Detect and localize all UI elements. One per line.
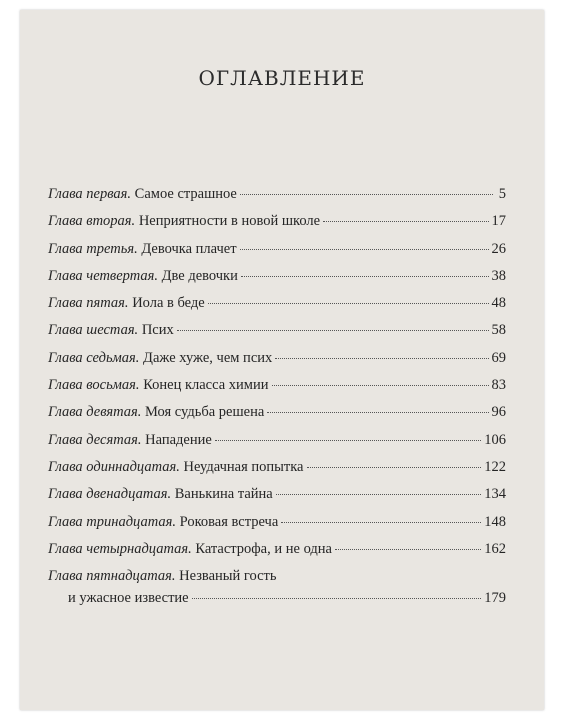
leader-dots: [276, 494, 482, 495]
chapter-title: Самое страшное: [134, 186, 237, 202]
chapter-label: Глава вторая.: [48, 213, 136, 230]
chapter-title: Ванькина тайна: [174, 486, 273, 503]
chapter-title: Иола в беде: [132, 295, 205, 312]
leader-dots: [307, 467, 482, 468]
chapter-label: Глава десятая.: [48, 431, 142, 448]
toc-entry: [48, 568, 506, 590]
toc-entry: [48, 322, 506, 349]
chapter-title: Незваный гость: [179, 568, 277, 585]
chapter-title: Девочка плачет: [141, 240, 237, 257]
chapter-label: Глава пятая.: [48, 295, 129, 312]
toc-entry: [48, 404, 506, 431]
leader-dots: [281, 522, 481, 523]
chapter-label: Глава восьмая.: [48, 377, 140, 394]
page-number: 5: [498, 186, 506, 202]
page-number: 69: [491, 349, 506, 366]
leader-dots: [272, 385, 489, 386]
toc-entry: [48, 350, 506, 377]
leader-dots: [240, 194, 493, 195]
chapter-label: Глава шестая.: [48, 322, 139, 339]
toc-entry: [48, 295, 506, 322]
leader-dots: [177, 330, 489, 331]
toc-entry: [48, 486, 506, 513]
leader-dots: [335, 549, 481, 550]
chapter-label: Глава пятнадцатая.: [48, 568, 176, 585]
book-page: [20, 10, 544, 710]
page-number: 134: [484, 486, 506, 503]
chapter-label: Глава первая.: [48, 186, 132, 202]
toc-entry: [48, 377, 506, 404]
chapter-title: Нападение: [145, 431, 212, 448]
chapter-title: Роковая встреча: [179, 513, 279, 530]
leader-dots: [275, 358, 488, 359]
leader-dots: [240, 249, 489, 250]
toc-entry: [48, 541, 506, 568]
page-number: 48: [491, 295, 506, 312]
toc-entry: [48, 241, 506, 268]
toc-entry: [48, 459, 506, 486]
chapter-label: Глава одиннадцатая.: [48, 458, 180, 475]
leader-dots: [323, 221, 488, 222]
chapter-label: Глава седьмая.: [48, 349, 140, 366]
leader-dots: [208, 303, 489, 304]
page-number: 38: [491, 267, 506, 284]
page-number: 148: [484, 513, 506, 530]
chapter-title-line2: и ужасное известие: [68, 590, 189, 607]
toc-entry: [48, 186, 506, 213]
chapter-label: Глава четырнадцатая.: [48, 540, 192, 557]
toc-entry: [48, 432, 506, 459]
chapter-label: Глава тринадцатая.: [48, 513, 176, 530]
chapter-title: Даже хуже, чем псих: [143, 349, 273, 366]
toc-entry-continuation: [48, 590, 506, 617]
page-number: 26: [491, 240, 506, 257]
page-number: 179: [484, 590, 506, 607]
chapter-title: Две девочки: [161, 267, 238, 284]
chapter-title: Конец класса химии: [143, 377, 269, 394]
chapter-label: Глава третья.: [48, 240, 138, 257]
toc-entry: [48, 514, 506, 541]
chapter-label: Глава четвертая.: [48, 267, 158, 284]
leader-dots: [215, 440, 481, 441]
chapter-label: Глава девятая.: [48, 404, 142, 421]
toc-list: [48, 186, 506, 617]
chapter-title: Неприятности в новой школе: [138, 213, 321, 230]
toc-entry: [48, 213, 506, 240]
chapter-title: Псих: [141, 322, 174, 339]
leader-dots: [241, 276, 489, 277]
page-number: 162: [484, 540, 506, 557]
page-number: 83: [491, 377, 506, 394]
page-number: 17: [491, 213, 506, 230]
page-number: 122: [484, 458, 506, 475]
chapter-title: Катастрофа, и не одна: [195, 540, 332, 557]
leader-dots: [267, 412, 488, 413]
toc-entry: [48, 268, 506, 295]
toc-title: ОГЛАВЛЕНИЕ: [198, 66, 366, 90]
chapter-label: Глава двенадцатая.: [48, 486, 172, 503]
page-number: 96: [491, 404, 506, 421]
chapter-title: Моя судьба решена: [144, 404, 265, 421]
page-number: 106: [484, 431, 506, 448]
leader-dots: [192, 598, 482, 599]
chapter-title: Неудачная попытка: [183, 458, 304, 475]
page-number: 58: [491, 322, 506, 339]
